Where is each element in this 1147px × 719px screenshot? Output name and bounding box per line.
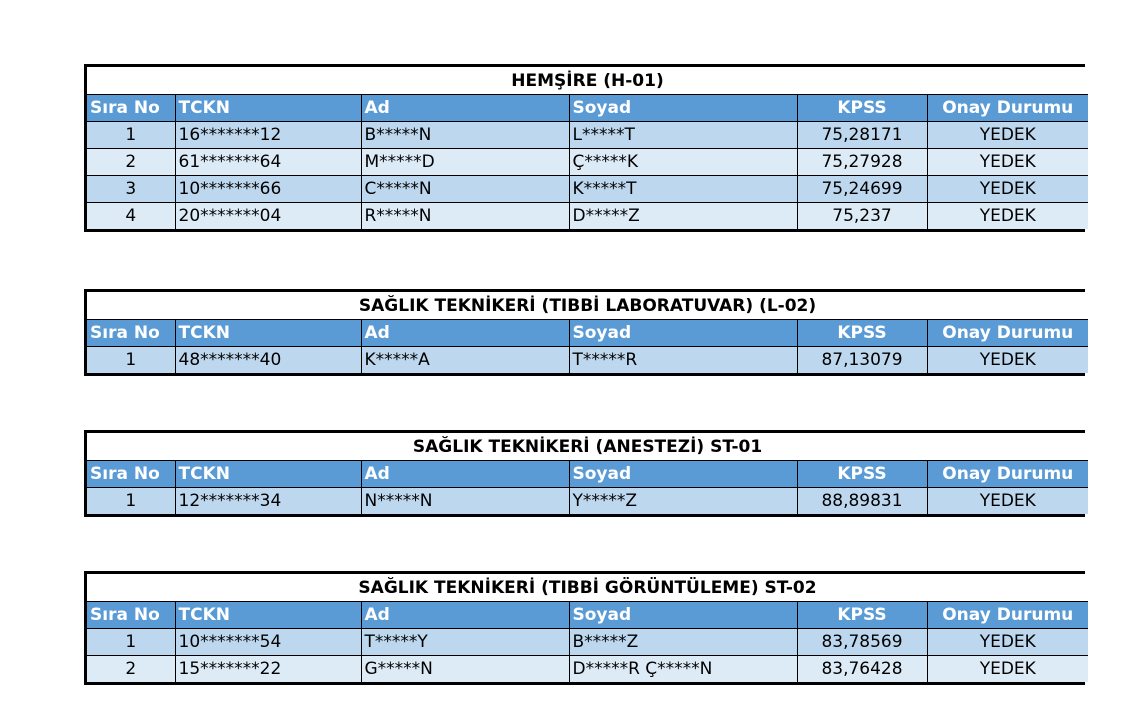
- cell-ad: R*****N: [361, 203, 569, 230]
- table-row: [87, 656, 1088, 683]
- cell-soyad: D*****Z: [569, 203, 797, 230]
- col-header-ad: Ad: [361, 95, 569, 122]
- cell-kpss: 75,24699: [797, 176, 927, 203]
- cell-sira-no: 1: [87, 488, 175, 515]
- data-table: [87, 574, 1088, 682]
- cell-ad: N*****N: [361, 488, 569, 515]
- cell-soyad: Y*****Z: [569, 488, 797, 515]
- cell-tckn: 10*******66: [175, 176, 361, 203]
- col-header-onay-durumu: Onay Durumu: [927, 461, 1088, 488]
- col-header-ad: Ad: [361, 461, 569, 488]
- cell-soyad: T*****R: [569, 347, 797, 374]
- table-row: [87, 203, 1088, 230]
- col-header-soyad: Soyad: [569, 602, 797, 629]
- cell-onay-durumu: YEDEK: [927, 488, 1088, 515]
- cell-sira-no: 3: [87, 176, 175, 203]
- cell-sira-no: 2: [87, 149, 175, 176]
- cell-ad: B*****N: [361, 122, 569, 149]
- cell-soyad: B*****Z: [569, 629, 797, 656]
- col-header-kpss: KPSS: [797, 602, 927, 629]
- col-header-soyad: Soyad: [569, 320, 797, 347]
- cell-kpss: 83,78569: [797, 629, 927, 656]
- col-header-soyad: Soyad: [569, 95, 797, 122]
- cell-onay-durumu: YEDEK: [927, 347, 1088, 374]
- cell-sira-no: 4: [87, 203, 175, 230]
- cell-tckn: 61*******64: [175, 149, 361, 176]
- table-hemsire: [84, 64, 1085, 232]
- cell-tckn: 20*******04: [175, 203, 361, 230]
- table-title: HEMŞİRE (H-01): [87, 67, 1088, 95]
- cell-onay-durumu: YEDEK: [927, 122, 1088, 149]
- cell-soyad: D*****R Ç*****N: [569, 656, 797, 683]
- col-header-sira-no: Sıra No: [87, 602, 175, 629]
- cell-tckn: 10*******54: [175, 629, 361, 656]
- col-header-kpss: KPSS: [797, 461, 927, 488]
- table-title: SAĞLIK TEKNİKERİ (ANESTEZİ) ST-01: [87, 433, 1088, 461]
- cell-kpss: 75,27928: [797, 149, 927, 176]
- cell-ad: C*****N: [361, 176, 569, 203]
- data-table: [87, 67, 1088, 229]
- cell-tckn: 16*******12: [175, 122, 361, 149]
- header-row: [87, 320, 1088, 347]
- table-row: [87, 488, 1088, 515]
- cell-ad: M*****D: [361, 149, 569, 176]
- header-row: [87, 461, 1088, 488]
- cell-tckn: 15*******22: [175, 656, 361, 683]
- table-row: [87, 149, 1088, 176]
- col-header-kpss: KPSS: [797, 320, 927, 347]
- cell-ad: K*****A: [361, 347, 569, 374]
- table-title: SAĞLIK TEKNİKERİ (TIBBİ GÖRÜNTÜLEME) ST-02: [87, 574, 1088, 602]
- table-row: [87, 122, 1088, 149]
- col-header-onay-durumu: Onay Durumu: [927, 95, 1088, 122]
- cell-sira-no: 1: [87, 122, 175, 149]
- cell-ad: T*****Y: [361, 629, 569, 656]
- cell-sira-no: 2: [87, 656, 175, 683]
- table-title: SAĞLIK TEKNİKERİ (TIBBİ LABORATUVAR) (L-02): [87, 292, 1088, 320]
- cell-kpss: 87,13079: [797, 347, 927, 374]
- col-header-sira-no: Sıra No: [87, 95, 175, 122]
- cell-kpss: 75,237: [797, 203, 927, 230]
- col-header-kpss: KPSS: [797, 95, 927, 122]
- cell-onay-durumu: YEDEK: [927, 629, 1088, 656]
- cell-onay-durumu: YEDEK: [927, 176, 1088, 203]
- table-tibbi-laboratuvar: [84, 289, 1085, 376]
- cell-soyad: Ç*****K: [569, 149, 797, 176]
- col-header-onay-durumu: Onay Durumu: [927, 320, 1088, 347]
- table-anestezi: [84, 430, 1085, 517]
- col-header-tckn: TCKN: [175, 602, 361, 629]
- data-table: [87, 433, 1088, 514]
- cell-soyad: L*****T: [569, 122, 797, 149]
- col-header-ad: Ad: [361, 320, 569, 347]
- table-row: [87, 347, 1088, 374]
- col-header-ad: Ad: [361, 602, 569, 629]
- cell-onay-durumu: YEDEK: [927, 656, 1088, 683]
- col-header-tckn: TCKN: [175, 95, 361, 122]
- table-row: [87, 176, 1088, 203]
- table-tibbi-goruntuleme: [84, 571, 1085, 685]
- col-header-sira-no: Sıra No: [87, 461, 175, 488]
- col-header-onay-durumu: Onay Durumu: [927, 602, 1088, 629]
- col-header-tckn: TCKN: [175, 320, 361, 347]
- cell-onay-durumu: YEDEK: [927, 149, 1088, 176]
- cell-tckn: 48*******40: [175, 347, 361, 374]
- header-row: [87, 95, 1088, 122]
- col-header-sira-no: Sıra No: [87, 320, 175, 347]
- cell-ad: G*****N: [361, 656, 569, 683]
- cell-sira-no: 1: [87, 629, 175, 656]
- cell-soyad: K*****T: [569, 176, 797, 203]
- cell-kpss: 88,89831: [797, 488, 927, 515]
- col-header-soyad: Soyad: [569, 461, 797, 488]
- data-table: [87, 292, 1088, 373]
- cell-sira-no: 1: [87, 347, 175, 374]
- col-header-tckn: TCKN: [175, 461, 361, 488]
- table-row: [87, 629, 1088, 656]
- cell-kpss: 83,76428: [797, 656, 927, 683]
- cell-tckn: 12*******34: [175, 488, 361, 515]
- cell-kpss: 75,28171: [797, 122, 927, 149]
- header-row: [87, 602, 1088, 629]
- cell-onay-durumu: YEDEK: [927, 203, 1088, 230]
